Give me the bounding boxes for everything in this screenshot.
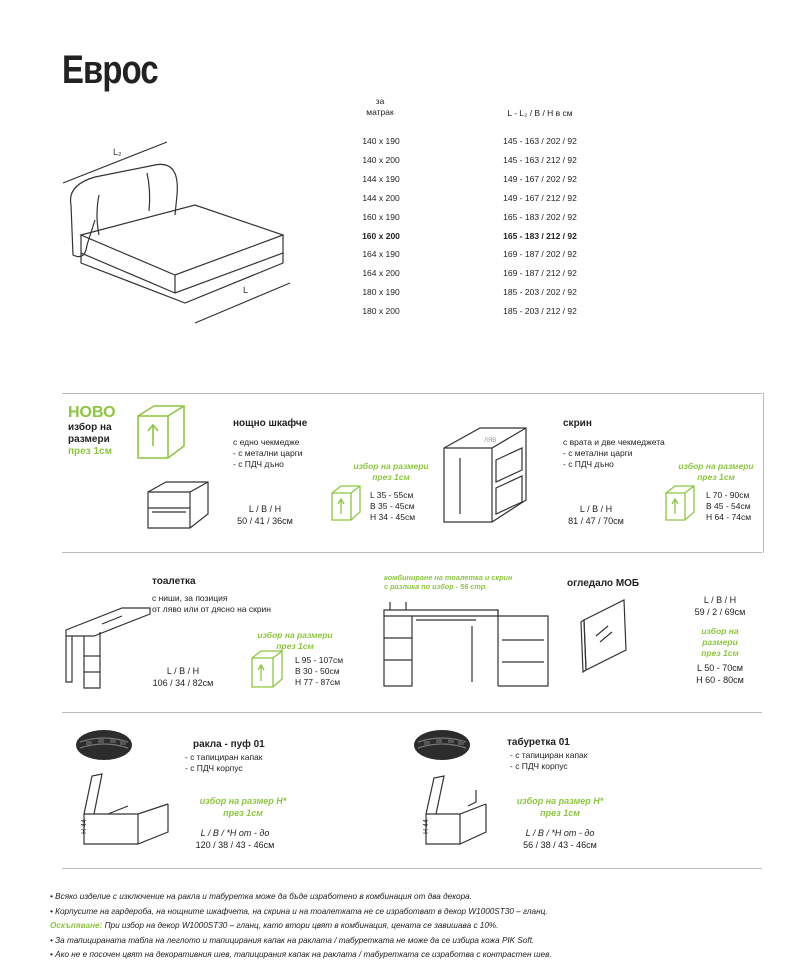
mirror-name: огледало МОБ — [567, 578, 640, 589]
custom-dim: B 30 - 50см — [295, 666, 340, 676]
table-cell-dims: 169 - 187 / 202 / 92 — [503, 249, 577, 260]
table-cell-mattress: 180 x 190 — [362, 287, 400, 298]
note-3-text: При избор на декор W1000ST30 – гланц, като втори цвят в комбинация, цената се завишава с 10%. — [102, 921, 499, 930]
custom-dim: H 60 - 80см — [696, 675, 744, 685]
vanity-dims — [140, 665, 226, 689]
custom-line: избор на размери — [257, 630, 333, 640]
vanity-features — [152, 593, 332, 615]
novo-line2: размери — [68, 434, 110, 445]
custom-line: избор на размери — [353, 461, 429, 471]
l2-label: L₂ — [113, 147, 122, 157]
feature: с ниши, за позиция — [152, 593, 228, 603]
dim-head: L / B / H — [248, 504, 282, 514]
nightstand-features — [233, 437, 353, 470]
table-cell-mattress: 144 x 190 — [362, 173, 400, 184]
table-cell-dims: 185 - 203 / 212 / 92 — [503, 306, 577, 317]
nightstand-dims — [226, 503, 304, 527]
stool-fabric-swatch — [412, 728, 472, 767]
note-3-label: Оскъпяване: — [50, 921, 103, 930]
novo-title: НОВО — [68, 404, 116, 421]
nightstand-illustration — [142, 478, 214, 539]
custom-dim: H 64 - 74см — [706, 512, 752, 522]
dim-values: 50 / 41 / 36см — [237, 516, 293, 526]
feature: с едно чекмедже — [233, 437, 300, 447]
size-cube-icon — [134, 402, 190, 469]
novo-line1: избор на — [68, 422, 112, 433]
dim-values: 81 / 47 / 70см — [568, 516, 624, 526]
stool-dims — [505, 827, 615, 851]
stool-features — [510, 750, 588, 772]
table-cell-dims: 149 - 167 / 202 / 92 — [503, 173, 577, 184]
feature: - с ПДЧ корпус — [185, 763, 243, 773]
custom-dim: H 77 - 87см — [295, 677, 341, 687]
table-cell-mattress: 140 x 200 — [362, 154, 400, 165]
custom-dim: B 45 - 54см — [706, 501, 751, 511]
novo-line3: през 1см — [68, 446, 112, 457]
table-cell-dims: 149 - 167 / 212 / 92 — [503, 192, 577, 203]
l-label: L — [243, 285, 249, 295]
table-cell-dims: 165 - 183 / 212 / 92 — [503, 230, 577, 241]
custom-dim: H 34 - 45см — [370, 512, 416, 522]
combo-line: комбиниране на тоалетка и скрин — [384, 573, 513, 582]
chest-features — [185, 752, 263, 774]
stool-illustration — [410, 770, 500, 855]
feature: с врата и две чекмеджета — [563, 437, 665, 447]
custom-line: през 1см — [372, 472, 410, 482]
note-4: • За тапицираната табла на леглото и тапицирания капак на раклата / табуретката не може да се избира кожа PIK Soft. — [50, 935, 535, 945]
divider — [62, 552, 762, 553]
mirror-custom-dims — [680, 662, 760, 686]
custom-dim: L 35 - 55см — [370, 490, 414, 500]
custom-line: през 1см — [223, 808, 263, 818]
header-line: матрак — [366, 107, 394, 117]
divider — [62, 712, 762, 713]
divider — [763, 393, 764, 553]
table-cell-dims: 165 - 183 / 202 / 92 — [503, 211, 577, 222]
note-1: • Всяко изделие с изключение на ракла и табуретка може да бъде изработено в комбинация от два декора. — [50, 892, 472, 901]
table-cell-dims: 145 - 163 / 202 / 92 — [503, 136, 577, 146]
custom-line: през 1см — [540, 808, 580, 818]
table-cell-dims: 185 - 203 / 202 / 92 — [503, 287, 577, 298]
vanity-custom-dims — [295, 655, 343, 688]
vanity-illustration — [62, 602, 152, 697]
dresser-size-icon — [664, 484, 698, 529]
dim-head: L / B / H — [703, 595, 737, 605]
dim-values: 106 / 34 / 82см — [152, 678, 214, 688]
chest-name: ракла - пуф 01 — [193, 739, 265, 750]
mirror-custom — [680, 626, 760, 659]
dresser-custom-dims — [706, 490, 751, 523]
note-2: • Корпусите на гардероба, на нощните шкафчета, на скрина и на тоалетката не се изработват в декор W1000ST30 – гланц. — [50, 906, 548, 916]
table-cell-mattress: 180 x 200 — [362, 306, 400, 317]
chest-fabric-swatch — [74, 728, 134, 767]
vanity-name: тоалетка — [152, 576, 196, 587]
mirror-dims — [680, 594, 760, 618]
dresser-name: скрин — [563, 418, 592, 429]
chest-custom — [188, 795, 298, 819]
table-cell-mattress: 160 x 200 — [362, 230, 400, 241]
feature: - с метални царги — [233, 448, 303, 458]
mattress-column — [345, 132, 417, 321]
custom-line: избор на — [701, 626, 739, 636]
feature: - с ПДЧ корпус — [510, 761, 568, 771]
mirror-illustration — [576, 596, 636, 681]
table-cell-mattress: 160 x 190 — [362, 211, 400, 222]
dim-head: L / B / *H от - до — [200, 828, 270, 838]
custom-line: размери — [702, 637, 738, 647]
door-mark: ЛЯВ — [484, 438, 497, 444]
combo-note — [384, 573, 534, 591]
table-cell-dims: 169 - 187 / 212 / 92 — [503, 268, 577, 279]
dims-column — [478, 132, 602, 321]
divider — [62, 868, 762, 869]
stool-name: табуретка 01 — [507, 737, 570, 748]
vanity-size-icon — [250, 649, 286, 696]
note-3 — [50, 919, 750, 934]
nightstand-custom-dims — [370, 490, 415, 523]
footnotes — [50, 890, 750, 963]
dresser-illustration — [440, 418, 530, 531]
chest-illustration — [68, 770, 178, 855]
page-title: Еврос — [62, 48, 158, 92]
table-cell-mattress: 164 x 190 — [362, 249, 400, 260]
feature: - с ПДЧ дъно — [563, 459, 614, 469]
table-header-mattress — [350, 96, 410, 118]
feature: - с тапициран капак — [185, 752, 263, 762]
table-cell-mattress: 164 x 200 — [362, 268, 400, 279]
custom-dim: L 95 - 107см — [295, 655, 344, 665]
custom-line: избор на размер H* — [516, 796, 604, 806]
dim-values: 59 / 2 / 69см — [694, 607, 746, 617]
dim-head: L / B / *H от - до — [525, 828, 595, 838]
table-cell-dims: 145 - 163 / 212 / 92 — [503, 154, 577, 165]
stool-custom — [505, 795, 615, 819]
table-cell-mattress: 144 x 200 — [362, 192, 400, 203]
note-5: • Ако не е посочен цвят на декоративния шев, тапицирания капак на раклата / табуретката се изработва с контрастен шев. — [50, 950, 552, 959]
feature: - с тапициран капак — [510, 750, 588, 760]
table-header-dims: L - L₂ / B / H в см — [507, 108, 573, 118]
custom-line: през 1см — [701, 648, 739, 658]
custom-dim: B 35 - 45см — [370, 501, 415, 511]
table-cell-mattress: 140 x 190 — [362, 136, 400, 146]
dresser-custom — [666, 461, 766, 483]
combo-illustration — [380, 598, 555, 695]
nightstand-custom — [336, 461, 446, 483]
custom-line: през 1см — [276, 641, 314, 651]
custom-line: избор на размер H* — [199, 796, 287, 806]
header-line: за — [375, 96, 385, 106]
custom-dim: L 50 - 70см — [697, 663, 743, 673]
chest-dims — [180, 827, 290, 851]
nightstand-size-icon — [330, 484, 364, 529]
chest-h-mark: H 44 — [81, 819, 88, 834]
custom-line: през 1см — [697, 472, 735, 482]
dresser-dims — [557, 503, 635, 527]
stool-h-mark: H 44 — [423, 819, 430, 834]
combo-line: с разлика по избор - 56 стр. — [384, 582, 488, 591]
divider — [62, 393, 762, 394]
custom-dim: L 70 - 90см — [706, 490, 750, 500]
feature: - с ПДЧ дъно — [233, 459, 284, 469]
feature: от ляво или от дясно на скрин — [152, 604, 271, 614]
bed-illustration — [55, 135, 295, 325]
dim-values: 120 / 38 / 43 - 46см — [195, 840, 275, 850]
dim-head: L / B / H — [579, 504, 613, 514]
dim-values: 56 / 38 / 43 - 46см — [523, 840, 597, 850]
feature: - с метални царги — [563, 448, 633, 458]
custom-line: избор на размери — [678, 461, 754, 471]
nightstand-name: нощно шкафче — [233, 418, 308, 429]
dim-head: L / B / H — [166, 666, 200, 676]
